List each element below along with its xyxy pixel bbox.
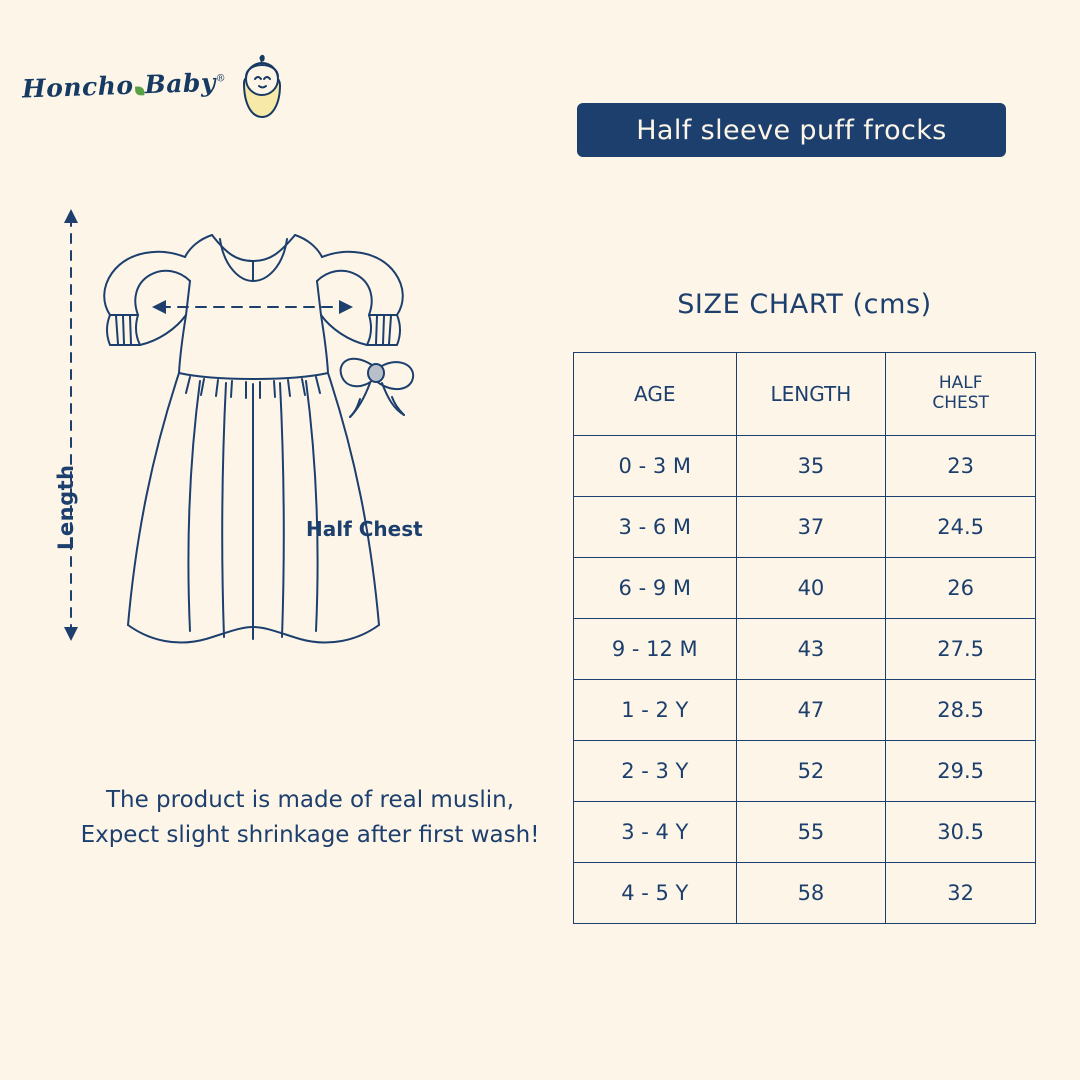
cell-length: 40 (736, 558, 886, 619)
table-row (574, 863, 1036, 924)
cell-half-chest: 30.5 (886, 802, 1036, 863)
cell-length: 58 (736, 863, 886, 924)
cell-half-chest: 28.5 (886, 680, 1036, 741)
cell-half-chest: 23 (886, 436, 1036, 497)
length-label: Length (54, 464, 78, 550)
cell-length: 37 (736, 497, 886, 558)
size-chart-table (573, 352, 1036, 924)
cell-half-chest: 26 (886, 558, 1036, 619)
cell-half-chest: 32 (886, 863, 1036, 924)
cell-age: 3 - 6 M (574, 497, 737, 558)
brand-name-part2: Baby (144, 67, 217, 99)
table-row (574, 497, 1036, 558)
cell-length: 35 (736, 436, 886, 497)
cell-length: 43 (736, 619, 886, 680)
cell-age: 4 - 5 Y (574, 863, 737, 924)
puff-sleeve-frock-outline (40, 195, 560, 675)
brand-wordmark (22, 67, 227, 103)
cell-age: 3 - 4 Y (574, 802, 737, 863)
half-chest-label: Half Chest (306, 517, 423, 541)
cell-age: 6 - 9 M (574, 558, 737, 619)
cell-age: 9 - 12 M (574, 619, 737, 680)
column-header-age: AGE (574, 353, 737, 436)
cell-age: 0 - 3 M (574, 436, 737, 497)
size-chart-title: SIZE CHART (cms) (677, 289, 932, 320)
product-note-line2: Expect slight shrinkage after first wash! (80, 821, 540, 848)
column-header-half-chest-line1: HALF (938, 373, 983, 394)
cell-age: 1 - 2 Y (574, 680, 737, 741)
page-title-banner (577, 103, 1006, 157)
baby-face-icon (232, 49, 292, 121)
table-row (574, 558, 1036, 619)
column-header-half-chest-line2: CHEST (932, 393, 989, 413)
dress-illustration (40, 195, 560, 675)
table-row (574, 741, 1036, 802)
column-header-half-chest (886, 353, 1036, 436)
leaf-icon (135, 86, 144, 95)
table-row (574, 619, 1036, 680)
table-row (574, 436, 1036, 497)
brand-name-part1: Honcho (21, 70, 135, 104)
cell-length: 47 (736, 680, 886, 741)
cell-half-chest: 27.5 (886, 619, 1036, 680)
table-header-row (574, 353, 1036, 436)
product-note-line1: The product is made of real muslin, (105, 787, 515, 813)
product-note (50, 783, 570, 852)
cell-age: 2 - 3 Y (574, 741, 737, 802)
table-row (574, 802, 1036, 863)
column-header-length: LENGTH (736, 353, 886, 436)
table-body (574, 436, 1036, 924)
page-title: Half sleeve puff frocks (636, 114, 947, 146)
cell-length: 55 (736, 802, 886, 863)
table-row (574, 680, 1036, 741)
cell-length: 52 (736, 741, 886, 802)
registered-mark: ® (215, 72, 227, 84)
cell-half-chest: 29.5 (886, 741, 1036, 802)
brand-logo (22, 40, 282, 130)
cell-half-chest: 24.5 (886, 497, 1036, 558)
